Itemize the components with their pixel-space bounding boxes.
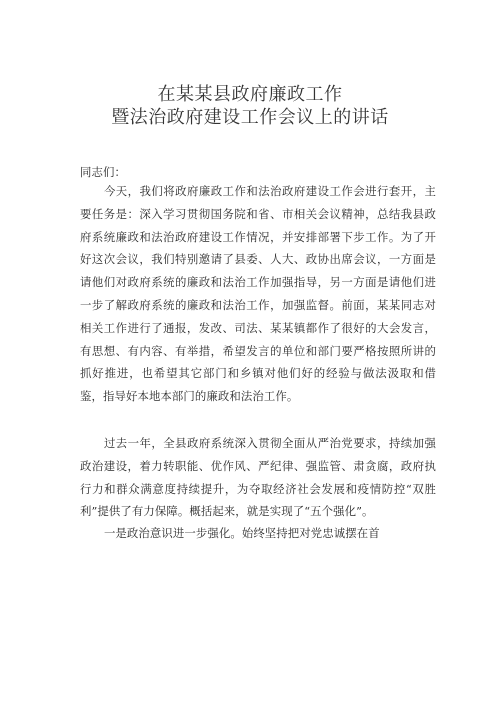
paragraph-1: 今天，我们将政府廉政工作和法治政府建设工作会进行套开，主要任务是：深入学习贯彻国务院和省、市相关会议精神，总结我县政府系统廉政和法治政府建设工作情况，并安排部署下步工作。为了开好这次会议，我们特别邀请了县委、人大、政协出席会议，一方面是请他们对政府系统的廉政和法治工作加强指导，另一方面是请他们进一步了解政府系统的廉政和法治工作，加强监督。前面，某某同志对相关工作进行了通报，发改、司法、某某镇都作了很好的大会发言，有思想、有内容、有举措，希望发言的单位和部门要严格按照所讲的抓好推进，也希望其它部门和乡镇对他们好的经验与做法汲取和借鉴，指导好本地本部门的廉政和法治工作。 (80, 184, 436, 404)
document-title-line-2: 暨法治政府建设工作会议上的讲话 (111, 107, 389, 128)
salutation: 同志们： (80, 165, 126, 179)
paragraph-3: 一是政治意识进一步强化。始终坚持把对党忠诚摆在首 (103, 526, 380, 540)
paragraph-2: 过去一年，全县政府系统深入贯彻全面从严治党要求，持续加强政治建设，着力转职能、优作风、严纪律、强监管、肃贪腐，政府执行力和群众满意度持续提升，为夺取经济社会发展和疫情防控“双胜利”提供了有力保障。概括起来，就是实现了“五个强化”。 (80, 436, 436, 519)
document-title-line-1: 在某某县政府廉政工作 (157, 84, 343, 105)
